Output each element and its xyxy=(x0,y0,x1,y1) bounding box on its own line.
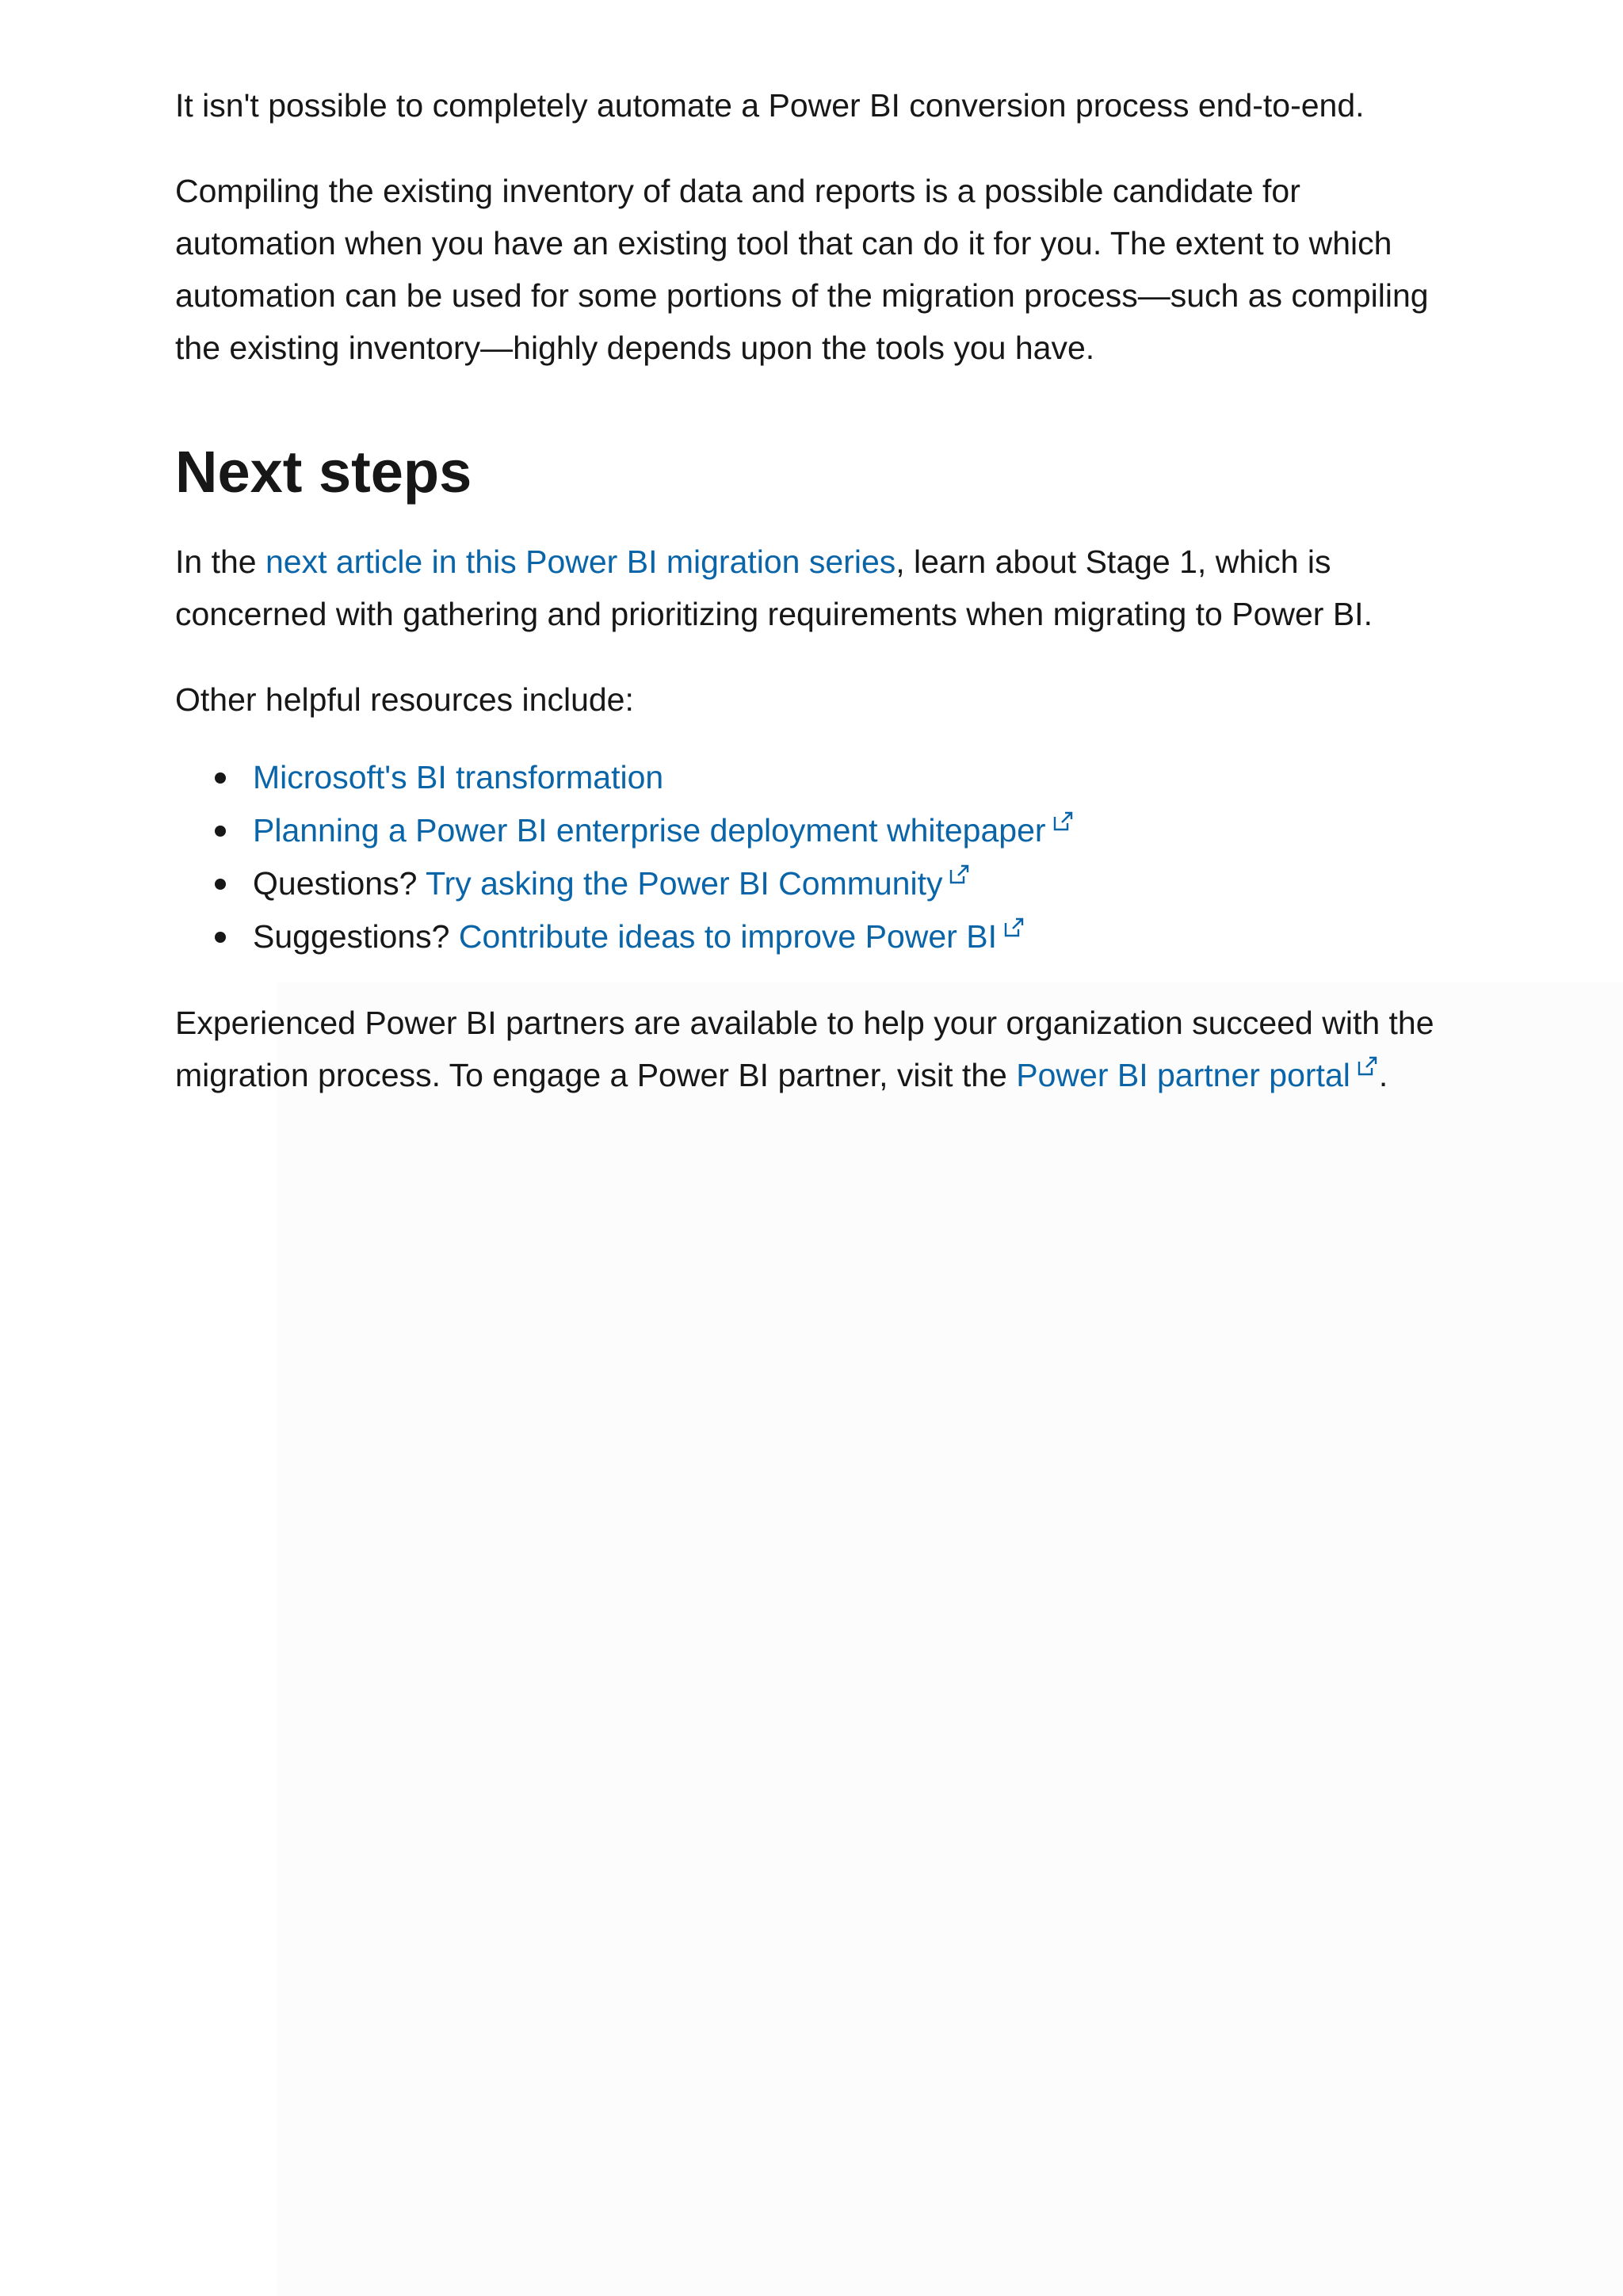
resources-intro: Other helpful resources include: xyxy=(175,681,634,718)
list-item xyxy=(253,910,1459,963)
next-article-paragraph xyxy=(175,536,1459,640)
power-bi-community-link[interactable] xyxy=(426,865,971,902)
suggestions-prefix: Suggestions? xyxy=(253,918,459,955)
whitepaper-link-label: Planning a Power BI enterprise deployment whitepaper xyxy=(253,812,1046,849)
external-link-icon xyxy=(1002,916,1025,940)
intro-paragraph-2: Compiling the existing inventory of data and reports is a possible candidate for automation when you have an existing tool that can do it for you. The extent to which automation can be used for some portions of the migration process—such as compiling the existing inventory—highly depends upon the tools you have. xyxy=(175,173,1429,366)
list-item xyxy=(253,857,1459,910)
list-item xyxy=(253,804,1459,857)
next-article-suffix: , learn about Stage 1, which is concerned with gathering and prioritizing requirements when migrating to Power BI. xyxy=(175,543,1373,632)
external-link-icon xyxy=(1355,1055,1379,1078)
partners-prefix: Experienced Power BI partners are available to help your organization succeed with the migration process. To engage a Power BI partner, visit the xyxy=(175,1005,1434,1093)
community-link-label: Try asking the Power BI Community xyxy=(426,865,943,902)
external-link-icon xyxy=(947,863,971,887)
background-panel xyxy=(277,982,1623,2296)
resources-list xyxy=(175,751,1459,963)
bi-transformation-link[interactable]: Microsoft's BI transformation xyxy=(253,759,664,795)
next-article-prefix: In the xyxy=(175,543,265,580)
article-content xyxy=(175,79,1459,1101)
contribute-ideas-link[interactable] xyxy=(459,918,1025,955)
partners-suffix: . xyxy=(1378,1057,1388,1093)
enterprise-deployment-whitepaper-link[interactable] xyxy=(253,812,1075,849)
partner-portal-label: Power BI partner portal xyxy=(1016,1057,1350,1093)
partner-portal-link[interactable] xyxy=(1016,1057,1379,1093)
next-article-link[interactable]: next article in this Power BI migration series xyxy=(265,543,896,580)
questions-prefix: Questions? xyxy=(253,865,426,902)
partners-paragraph xyxy=(175,997,1459,1101)
list-item xyxy=(253,751,1459,804)
intro-paragraph-1: It isn't possible to completely automate a Power BI conversion process end-to-end. xyxy=(175,87,1365,124)
next-steps-heading: Next steps xyxy=(175,439,472,505)
external-link-icon xyxy=(1051,810,1075,833)
ideas-link-label: Contribute ideas to improve Power BI xyxy=(458,918,997,955)
